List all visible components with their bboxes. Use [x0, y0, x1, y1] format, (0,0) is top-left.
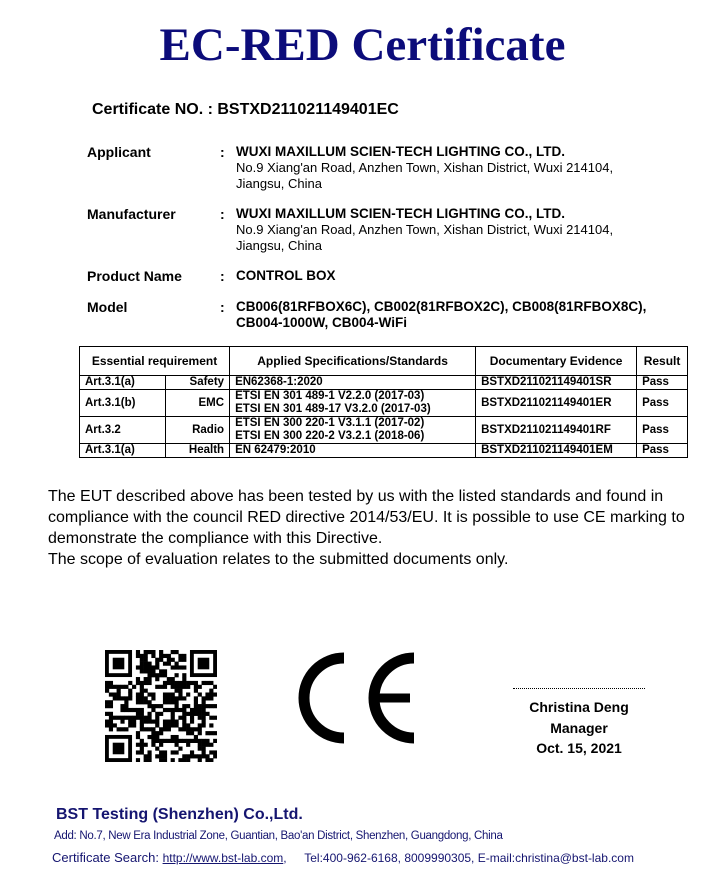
- spec-line: ETSI EN 301 489-17 V3.2.0 (2017-03): [235, 403, 431, 415]
- table-cell: Radio: [166, 417, 230, 444]
- header-requirement: Essential requirement: [80, 347, 230, 376]
- product-name-value: [236, 268, 656, 284]
- page-title: EC-RED Certificate: [159, 19, 566, 71]
- product-name-label: Product Name: [87, 268, 182, 284]
- model-list: CB006(81RFBOX6C), CB002(81RFBOX2C), CB008(81RFBOX8C), CB004-1000W, CB004-WiFi: [236, 299, 647, 330]
- table-cell: Pass: [637, 444, 688, 458]
- separator: ,: [283, 851, 287, 865]
- specs-cell: [230, 444, 476, 458]
- signer-title: Manager: [550, 719, 608, 736]
- colon: :: [220, 206, 225, 222]
- signature-date: Oct. 15, 2021: [536, 740, 622, 756]
- table-cell: Pass: [637, 390, 688, 417]
- product-name: CONTROL BOX: [236, 268, 336, 283]
- table-row: [80, 376, 688, 390]
- table-cell: Art.3.1(a): [80, 444, 166, 458]
- table-cell: BSTXD211021149401RF: [476, 417, 637, 444]
- manufacturer-name: WUXI MAXILLUM SCIEN-TECH LIGHTING CO., LTD.: [236, 206, 565, 221]
- company-name: BST Testing (Shenzhen) Co.,Ltd.: [56, 806, 303, 823]
- qr-code-icon: [105, 650, 217, 762]
- specs-cell: [230, 376, 476, 390]
- scope-text: The scope of evaluation relates to the submitted documents only.: [48, 551, 509, 568]
- colon: :: [220, 144, 225, 160]
- table-cell: BSTXD211021149401EM: [476, 444, 637, 458]
- colon: :: [220, 268, 225, 284]
- applicant-label: Applicant: [87, 144, 151, 160]
- signature-block: [520, 697, 638, 759]
- spec-line: ETSI EN 301 489-1 V2.2.0 (2017-03): [235, 390, 425, 402]
- certificate-search: [52, 850, 634, 865]
- signer-name: Christina Deng: [529, 699, 629, 715]
- table-cell: Art.3.1(a): [80, 376, 166, 390]
- spec-line: ETSI EN 300 220-1 V3.1.1 (2017-02): [235, 417, 425, 429]
- certificate-number: Certificate NO. : BSTXD211021149401EC: [92, 101, 399, 118]
- model-value: [236, 299, 676, 331]
- website-link[interactable]: http://www.bst-lab.com: [162, 851, 284, 865]
- table-cell: Safety: [166, 376, 230, 390]
- manufacturer-value: [236, 206, 656, 254]
- compliance-statement: [48, 486, 698, 570]
- ce-mark-icon: [288, 652, 418, 744]
- search-label: Certificate Search:: [52, 850, 159, 865]
- signature-line: [513, 688, 645, 689]
- table-row: [80, 444, 688, 458]
- spec-line: EN 62479:2010: [235, 444, 316, 456]
- table-header: [80, 347, 688, 376]
- table-cell: Pass: [637, 376, 688, 390]
- model-label: Model: [87, 299, 128, 315]
- colon: :: [220, 299, 225, 315]
- specs-cell: [230, 390, 476, 417]
- table-row: [80, 390, 688, 417]
- manufacturer-label: Manufacturer: [87, 206, 176, 222]
- specs-cell: [230, 417, 476, 444]
- table-cell: EMC: [166, 390, 230, 417]
- table-cell: BSTXD211021149401SR: [476, 376, 637, 390]
- applicant-address: No.9 Xiang'an Road, Anzhen Town, Xishan District, Wuxi 214104, Jiangsu, China: [236, 160, 614, 191]
- applicant-value: [236, 144, 656, 192]
- statement-text: The EUT described above has been tested by us with the listed standards and found in compliance with the council RED directive 2014/53/EU. It is possible to use CE marking to demonstrate the compliance with this Directive.: [48, 488, 685, 547]
- table-row: [80, 417, 688, 444]
- table-cell: Art.3.2: [80, 417, 166, 444]
- contact-info: Tel:400-962-6168, 8009990305, E-mail:christina@bst-lab.com: [304, 851, 634, 865]
- spec-line: EN62368-1:2020: [235, 376, 323, 388]
- spec-line: ETSI EN 300 220-2 V3.2.1 (2018-06): [235, 430, 425, 442]
- header-result: Result: [637, 347, 688, 376]
- table-cell: Pass: [637, 417, 688, 444]
- standards-table: [79, 346, 688, 458]
- table-cell: BSTXD211021149401ER: [476, 390, 637, 417]
- manufacturer-address: No.9 Xiang'an Road, Anzhen Town, Xishan District, Wuxi 214104, Jiangsu, China: [236, 222, 614, 253]
- applicant-name: WUXI MAXILLUM SCIEN-TECH LIGHTING CO., LTD.: [236, 144, 565, 159]
- table-cell: Health: [166, 444, 230, 458]
- table-cell: Art.3.1(b): [80, 390, 166, 417]
- header-specs: Applied Specifications/Standards: [230, 347, 476, 376]
- header-evidence: Documentary Evidence: [476, 347, 637, 376]
- company-address: Add: No.7, New Era Industrial Zone, Guantian, Bao'an District, Shenzhen, Guangdong, China: [54, 830, 503, 842]
